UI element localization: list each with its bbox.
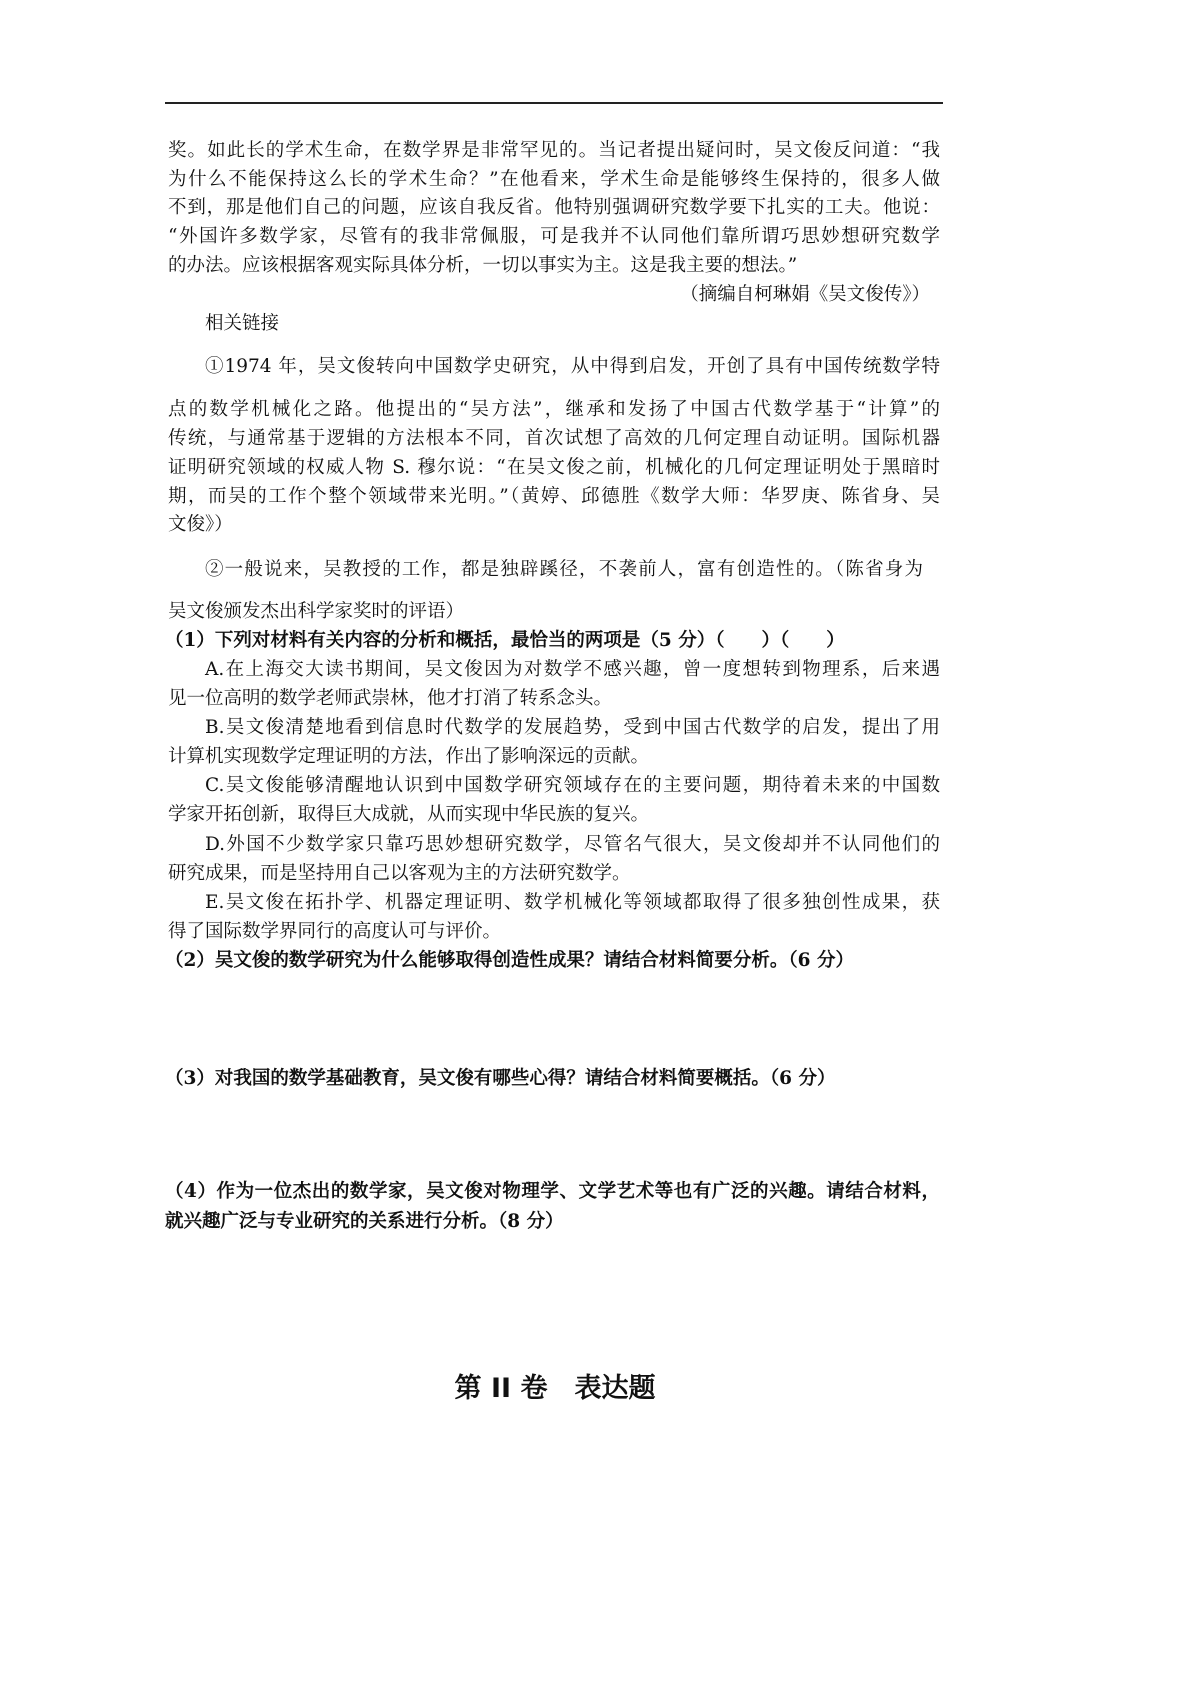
- option-d: 研究成果，而是坚持用自己以客观为主的方法研究数学。: [168, 863, 631, 884]
- option-b: B.吴文俊清楚地看到信息时代数学的发展趋势，受到中国古代数学的启发，提出了用: [205, 717, 940, 738]
- header-rule: [165, 102, 943, 104]
- citation: （摘编自柯琳娟《吴文俊传》）: [680, 284, 930, 305]
- passage-line: 为什么不能保持这么长的学术生命？”在他看来，学术生命是能够终生保持的，很多人做: [168, 169, 940, 190]
- question-4: 就兴趣广泛与专业研究的关系进行分析。（8 分）: [165, 1211, 564, 1232]
- link1-line: 期，而吴的工作个整个领域带来光明。”（黄婷、邱德胜《数学大师：华罗庚、陈省身、吴: [168, 486, 940, 507]
- passage-line: 不到，那是他们自己的问题，应该自我反省。他特别强调研究数学要下扎实的工夫。他说：: [168, 197, 940, 218]
- link2-line: ②一般说来，吴教授的工作，都是独辟蹊径，不袭前人，富有创造性的。（陈省身为: [205, 559, 923, 580]
- option-e: 得了国际数学界同行的高度认可与评价。: [168, 921, 502, 942]
- link2-line: 吴文俊颁发杰出科学家奖时的评语）: [168, 601, 465, 622]
- option-e: E.吴文俊在拓扑学、机器定理证明、数学机械化等领域都取得了很多独创性成果，获: [205, 892, 940, 913]
- link1-line: 点的数学机械化之路。他提出的“吴方法”，继承和发扬了中国古代数学基于“计算”的: [168, 399, 940, 420]
- question-1: （1）下列对材料有关内容的分析和概括，最恰当的两项是（5 分）（ ）（ ）: [165, 630, 845, 651]
- option-b: 计算机实现数学定理证明的方法，作出了影响深远的贡献。: [168, 746, 650, 767]
- option-d: D.外国不少数学家只靠巧思妙想研究数学，尽管名气很大，吴文俊却并不认同他们的: [205, 834, 940, 855]
- link1-line: ①1974 年，吴文俊转向中国数学史研究，从中得到启发，开创了具有中国传统数学特: [205, 356, 940, 377]
- passage-line: 奖。如此长的学术生命，在数学界是非常罕见的。当记者提出疑问时，吴文俊反问道：“我: [168, 140, 940, 161]
- question-4: （4）作为一位杰出的数学家，吴文俊对物理学、文学艺术等也有广泛的兴趣。请结合材料，: [165, 1181, 940, 1202]
- link1-line: 证明研究领域的权威人物 S. 穆尔说：“在吴文俊之前，机械化的几何定理证明处于黑暗时: [168, 457, 940, 478]
- question-3: （3）对我国的数学基础教育，吴文俊有哪些心得？请结合材料简要概括。（6 分）: [165, 1068, 836, 1089]
- passage-line: 的办法。应该根据客观实际具体分析，一切以事实为主。这是我主要的想法。”: [168, 255, 798, 276]
- link1-line: 传统，与通常基于逻辑的方法根本不同，首次试想了高效的几何定理自动证明。国际机器: [168, 428, 940, 449]
- option-a: A.在上海交大读书期间，吴文俊因为对数学不感兴趣，曾一度想转到物理系，后来遇: [205, 659, 940, 680]
- option-a: 见一位高明的数学老师武崇林，他才打消了转系念头。: [168, 688, 613, 709]
- section-title: 第 II 卷 表达题: [454, 1373, 656, 1404]
- passage-line: “外国许多数学家，尽管有的我非常佩服，可是我并不认同他们靠所谓巧思妙想研究数学: [168, 226, 940, 247]
- question-2: （2）吴文俊的数学研究为什么能够取得创造性成果？请结合材料简要分析。（6 分）: [165, 950, 854, 971]
- option-c: 学家开拓创新，取得巨大成就，从而实现中华民族的复兴。: [168, 804, 650, 825]
- link1-line: 文俊》）: [168, 514, 233, 535]
- links-heading: 相关链接: [205, 313, 280, 334]
- option-c: C.吴文俊能够清醒地认识到中国数学研究领域存在的主要问题，期待着未来的中国数: [205, 775, 940, 796]
